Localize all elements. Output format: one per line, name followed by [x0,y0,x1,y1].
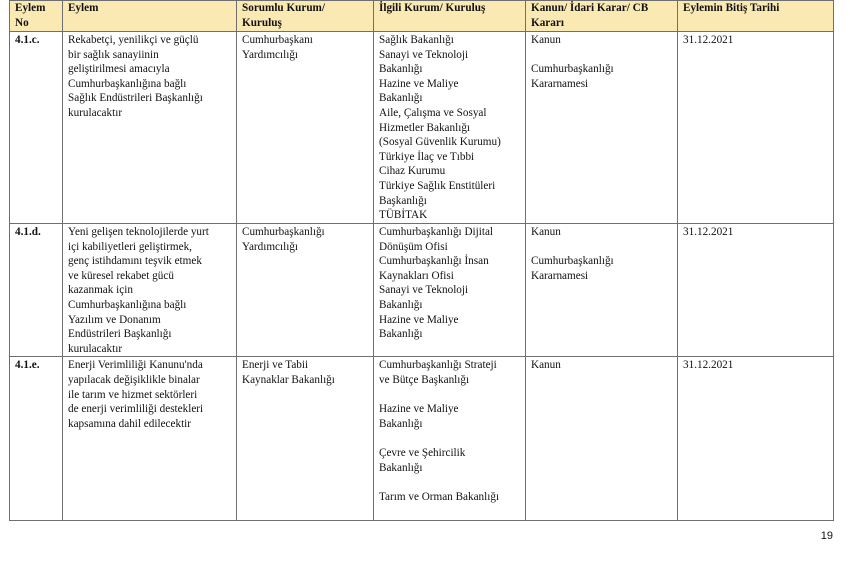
action-cell: Rekabetçi, yenilikçi ve güçlü bir sağlık sanayiinin geliştirilmesi amacıyla Cumhurbaşkanlığına bağlı Sağlık Endüstrileri Başkanlığı kurulacaktır [63,32,237,224]
responsible-cell: Cumhurbaşkanı Yardımcılığı [237,32,374,224]
legal-instrument-cell: Kanun [526,357,678,521]
header-action: Eylem [63,1,237,32]
header-responsible-institution: Sorumlu Kurum/ Kuruluş [237,1,374,32]
header-action-no: Eylem No [10,1,63,32]
page-number: 19 [820,530,833,542]
action-cell: Enerji Verimliliği Kanunu'nda yapılacak değişiklikle binalar ile tarım ve hizmet sektörleri de enerji verimliliği destekleri kapsamına dahil edilecektir [63,357,237,521]
action-no-cell: 4.1.c. [10,32,63,224]
table-row [10,357,834,521]
legal-instrument-cell: Kanun Cumhurbaşkanlığı Kararnamesi [526,224,678,357]
responsible-cell: Enerji ve Tabii Kaynaklar Bakanlığı [237,357,374,521]
deadline-cell: 31.12.2021 [678,357,834,521]
responsible-cell: Cumhurbaşkanlığı Yardımcılığı [237,224,374,357]
related-cell: Cumhurbaşkanlığı Strateji ve Bütçe Başkanlığı Hazine ve Maliye Bakanlığı Çevre ve Şehircilik Bakanlığı Tarım ve Orman Bakanlığı [374,357,526,521]
header-related-institutions: İlgili Kurum/ Kuruluş [374,1,526,32]
action-cell: Yeni gelişen teknolojilerde yurt içi kabiliyetleri geliştirmek, genç istihdamını teşvik etmek ve küresel rekabet gücü kazanmak için Cumhurbaşkanlığına bağlı Yazılım ve Donanım Endüstrileri Başkanlığı kurulacaktır [63,224,237,357]
related-cell: Cumhurbaşkanlığı Dijital Dönüşüm Ofisi Cumhurbaşkanlığı İnsan Kaynakları Ofisi Sanayi ve Teknoloji Bakanlığı Hazine ve Maliye Bakanlığı [374,224,526,357]
action-no-cell: 4.1.d. [10,224,63,357]
related-cell: Sağlık Bakanlığı Sanayi ve Teknoloji Bakanlığı Hazine ve Maliye Bakanlığı Aile, Çalışma ve Sosyal Hizmetler Bakanlığı (Sosyal Güvenlik Kurumu) Türkiye İlaç ve Tıbbi Cihaz Kurumu Türkiye Sağlık Enstitüleri Başkanlığı TÜBİTAK [374,32,526,224]
table-row [10,224,834,357]
header-deadline: Eylemin Bitiş Tarihi [678,1,834,32]
header-row [10,1,834,32]
deadline-cell: 31.12.2021 [678,32,834,224]
legal-instrument-cell: Kanun Cumhurbaşkanlığı Kararnamesi [526,32,678,224]
header-legal-instrument: Kanun/ İdari Karar/ CB Kararı [526,1,678,32]
table-row [10,32,834,224]
deadline-cell: 31.12.2021 [678,224,834,357]
action-no-cell: 4.1.e. [10,357,63,521]
table-header [10,1,834,32]
action-plan-table [9,0,834,521]
table-body [10,32,834,521]
